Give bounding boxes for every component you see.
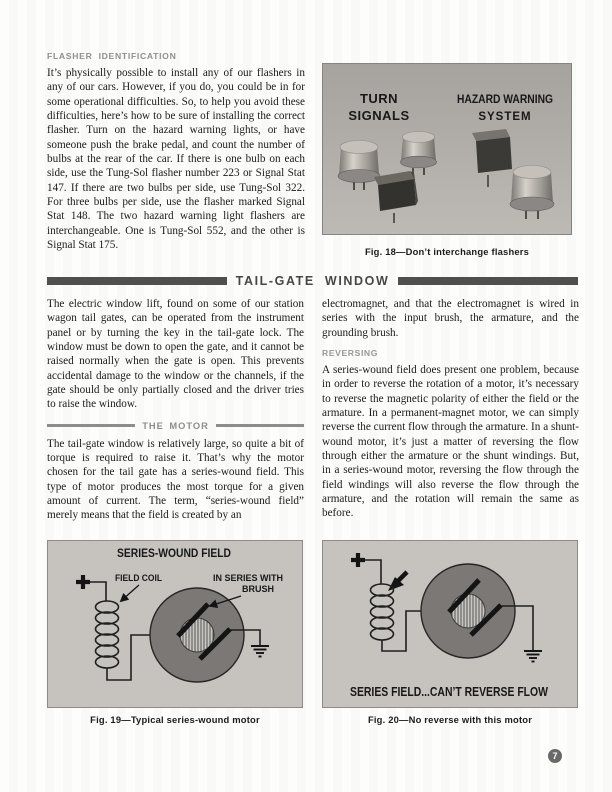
- right-column: [322, 297, 579, 521]
- figure-18-caption: Fig. 18—Don’t interchange flashers: [364, 246, 530, 257]
- in-series-label-line2: BRUSH: [241, 584, 275, 594]
- in-series-label-line1: IN SERIES WITH: [212, 573, 284, 583]
- figure-18-flasher-photo: [322, 63, 572, 235]
- heading-rule-left: [47, 424, 135, 427]
- electromagnet-paragraph: electromagnet, and that the electromagnet is wired in series with the input brush, the armature, and the grounding brush.: [322, 298, 579, 339]
- banner-bar-left: [47, 277, 227, 285]
- figure-19-caption: Fig. 19—Typical series-wound motor: [90, 714, 260, 725]
- figure-20-no-reverse-diagram: [322, 540, 578, 708]
- left-column: [47, 297, 304, 523]
- the-motor-heading: [47, 421, 304, 431]
- turn-signals-label-line2: SIGNALS: [348, 108, 410, 123]
- page-number-badge: 7: [548, 749, 562, 763]
- motor-paragraph: The tail-gate window is relatively large, so quite a bit of torque is required to raise it. That’s why the motor chosen for the tail gate has a series-wound field. This type of motor produces the most torque for a given amount of current. The term, “series-wound field” merely means that the field is created by an: [47, 437, 304, 522]
- flasher-identification-heading: FLASHER IDENTIFICATION: [47, 51, 177, 61]
- reversing-heading: REVERSING: [322, 348, 379, 359]
- turn-signals-label-line1: TURN: [359, 91, 399, 106]
- tail-gate-window-banner: [47, 274, 578, 288]
- tailgate-paragraph-1: The electric window lift, found on some of our station wagon tail gates, can be operated from the instrument panel or by turning the key in the tail-gate lock. The window must be down to open the gate, and it cannot be raised normally when the gate is open. This prevents accidental damage to the window or the channels, if the gate should be only partially closed and the driver tries to raise the window.: [47, 298, 304, 411]
- field-coil-label: FIELD COIL: [115, 573, 163, 583]
- heading-rule-right: [216, 424, 304, 427]
- hazard-warning-label-line1: HAZARD WARNING: [457, 94, 554, 106]
- the-motor-label: THE MOTOR: [142, 420, 209, 431]
- diagram-title: SERIES FIELD...CAN’T REVERSE FLOW: [350, 685, 549, 699]
- flasher-identification-paragraph: It’s physically possible to install any of our flashers in any of our cars. However, if you do, you could be in for some operational difficulties. So, to help you avoid these difficulties, here’s how to be sure of installing the correct flasher. Turn on the hazard warning lights, or have someone push the brake pedal, and count the number of bulbs at the rear of the car. If there is one bulb on each side, use the Tung-Sol flasher number 223 or Signal Stat 147. If there are two bulbs per side, use Tung-Sol 322. For three bulbs per side, use the flasher marked Signal Stat 148. The two hazard warning light flashers are interchangeable. One is Tung-Sol 552, and the other is Signal Stat 175.: [47, 67, 305, 252]
- figure-20-caption: Fig. 20—No reverse with this motor: [367, 714, 533, 725]
- hazard-warning-label-line2: SYSTEM: [478, 111, 532, 123]
- banner-title: TAIL-GATE WINDOW: [235, 274, 390, 288]
- banner-bar-right: [398, 277, 578, 285]
- diagram-title: SERIES-WOUND FIELD: [117, 546, 232, 560]
- figure-19-series-wound-diagram: [47, 540, 303, 708]
- reversing-paragraph: A series-wound field does present one problem, because in order to reverse the rotation of a motor, it’s necessary to reverse the magnetic polarity of either the field or the armature. In a permanent-magnet motor, we can simply reverse the current flow through the armature. In a shunt-wound motor, it’s just a matter of reversing the flow through either the armature or the shunt windings. But, in a series-wound motor, reversing the flow through the field windings will also reverse the flow through the armature, and the rotation will remain the same as before.: [322, 364, 579, 520]
